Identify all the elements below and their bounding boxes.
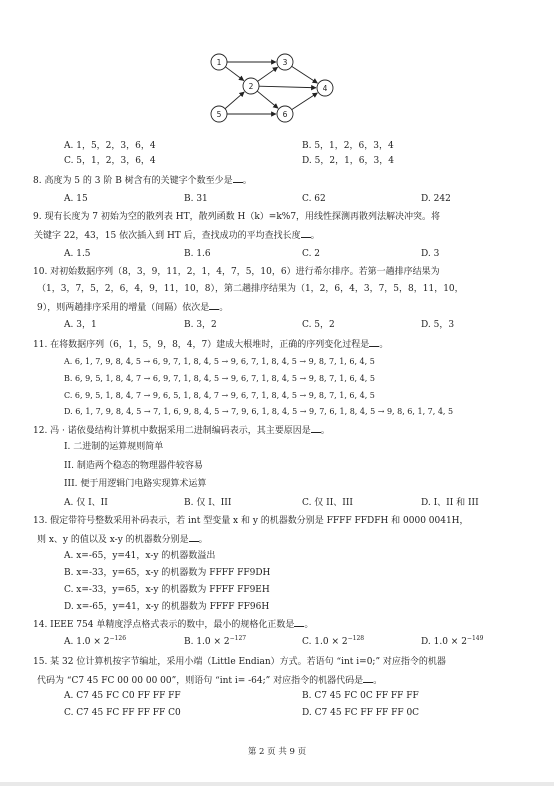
q15-end: 。 bbox=[373, 676, 383, 686]
q13-option-c[interactable]: C. x=-33，y=65，x-y 的机器数为 FFFF FF9EH bbox=[64, 585, 270, 595]
q11-option-b[interactable]: B. 6, 9, 5, 1, 8, 4, 7 → 6, 9, 7, 1, 8, 4, 5 → 9, 6, 7, 1, 8, 4, 5 → 9, 8, 7, 1, 6, 4, 5 bbox=[64, 374, 375, 383]
q11-option-c[interactable]: C. 6, 9, 5, 1, 8, 4, 7 → 9, 6, 5, 1, 8, 4, 7 → 9, 6, 7, 1, 8, 4, 5 → 9, 8, 7, 1, 6, 4, 5 bbox=[64, 391, 375, 400]
q11-option-a[interactable]: A. 6, 1, 7, 9, 8, 4, 5 → 6, 9, 7, 1, 8, 4, 5 → 9, 6, 7, 1, 8, 4, 5 → 9, 8, 7, 1, 6, 4, 5 bbox=[64, 357, 375, 366]
q15-option-c[interactable]: C. C7 45 FC FF FF FF C0 bbox=[64, 708, 181, 718]
q10-option-d[interactable]: D. 5，3 bbox=[421, 320, 455, 330]
q8-option-c[interactable]: C. 62 bbox=[302, 194, 326, 204]
graph-edge-5-2 bbox=[225, 92, 244, 109]
q14-option-d-exponent: −149 bbox=[466, 635, 484, 642]
q8-end: 。 bbox=[242, 176, 252, 186]
graph-node-label-4: 4 bbox=[322, 83, 328, 93]
question-10 bbox=[33, 266, 526, 315]
q15-line-2: 代码为 “C7 45 FC 00 00 00 00”，则语句 “int i= -64;” 对应指令的机器代码是 bbox=[37, 676, 364, 686]
q8-option-b[interactable]: B. 31 bbox=[184, 194, 208, 204]
q15-option-d[interactable]: D. C7 45 FC FF FF FF 0C bbox=[302, 708, 420, 718]
q12-end: 。 bbox=[320, 426, 330, 436]
q14-option-a-exponent: −126 bbox=[109, 635, 127, 642]
q13-end: 。 bbox=[198, 535, 208, 545]
question-14 bbox=[33, 617, 526, 632]
q9-line-2: 关键字 22，43，15 依次插入到 HT 后，查找成功的平均查找长度 bbox=[34, 231, 301, 241]
answer-blank bbox=[189, 532, 199, 542]
q12-item-2: II. 制造两个稳态的物理器件较容易 bbox=[64, 461, 203, 471]
q13-line-2: 则 x、y 的值以及 x-y 的机器数分别是 bbox=[37, 535, 189, 545]
q12-item-1: I. 二进制的运算规则简单 bbox=[64, 442, 164, 452]
q14-option-c[interactable] bbox=[302, 636, 364, 649]
q15-option-a[interactable]: A. C7 45 FC C0 FF FF FF bbox=[64, 691, 181, 701]
answer-blank bbox=[233, 173, 243, 183]
q12-option-d[interactable]: D. I、II 和 III bbox=[421, 498, 479, 508]
question-12 bbox=[33, 423, 526, 438]
question-8 bbox=[33, 173, 526, 188]
answer-blank bbox=[369, 337, 379, 347]
graph-node-label-1: 1 bbox=[216, 57, 222, 67]
answer-blank bbox=[209, 300, 219, 310]
answer-blank bbox=[311, 423, 321, 433]
q9-option-c[interactable]: C. 2 bbox=[302, 249, 321, 259]
q10-line-2: （1，3，7，5，2，6，4，9，11，10，8），第二趟排序结果为（1，2，6，4，3，7，5，8，11，10， bbox=[37, 284, 464, 294]
question-11 bbox=[33, 337, 526, 352]
q9-line-1: 9. 现有长度为 7 初始为空的散列表 HT，散列函数 H（k）=k%7，用线性探测再散列法解决冲突。将 bbox=[33, 212, 441, 222]
q12-option-a[interactable]: A. 仅 I、II bbox=[64, 498, 108, 508]
q13-option-a[interactable]: A. x=-65，y=41，x-y 的机器数溢出 bbox=[64, 551, 216, 561]
answer-blank bbox=[294, 617, 304, 627]
graph-edge-6-4 bbox=[292, 93, 318, 110]
q11-stem: 11. 在将数据序列（6，1，5，9，8，4，7）建成大根堆时，正确的序列变化过程是 bbox=[33, 340, 370, 350]
q9-option-d[interactable]: D. 3 bbox=[421, 249, 440, 259]
question-9 bbox=[33, 211, 526, 243]
q10-line-1: 10. 对初始数据序列（8，3，9，11，2，1，4，7，5，10，6）进行希尔排序。若第一趟排序结果为 bbox=[33, 267, 440, 277]
q7-option-b[interactable]: B. 5，1，2，6，3，4 bbox=[302, 141, 394, 151]
q14-option-b-base: B. 1.0 × 2 bbox=[184, 637, 230, 647]
q7-option-a[interactable]: A. 1，5，2，3，6，4 bbox=[64, 141, 156, 151]
q10-end: 。 bbox=[219, 303, 229, 313]
graph-edge-2-4 bbox=[259, 86, 316, 88]
q13-line-1: 13. 假定带符号整数采用补码表示，若 int 型变量 x 和 y 的机器数分别是 FFFF FFDFH 和 0000 0041H， bbox=[33, 516, 469, 526]
q14-option-c-exponent: −128 bbox=[347, 635, 365, 642]
q9-end: 。 bbox=[310, 231, 320, 241]
q11-end: 。 bbox=[379, 340, 389, 350]
q8-option-a[interactable]: A. 15 bbox=[64, 194, 88, 204]
question-15 bbox=[33, 656, 526, 688]
graph-node-label-5: 5 bbox=[216, 109, 222, 119]
q8-option-d[interactable]: D. 242 bbox=[421, 194, 451, 204]
graph-edge-3-4 bbox=[292, 66, 318, 83]
q10-option-c[interactable]: C. 5，2 bbox=[302, 320, 335, 330]
q14-end: 。 bbox=[304, 620, 314, 630]
q14-option-b[interactable] bbox=[184, 636, 246, 649]
graph-edge-2-6 bbox=[257, 91, 278, 108]
q15-option-b[interactable]: B. C7 45 FC 0C FF FF FF bbox=[302, 691, 419, 701]
graph-node-label-2: 2 bbox=[248, 81, 254, 91]
question-13 bbox=[33, 515, 526, 547]
graph-edge-1-2 bbox=[225, 67, 243, 81]
q12-option-b[interactable]: B. 仅 I、III bbox=[184, 498, 232, 508]
q14-option-d[interactable] bbox=[421, 636, 483, 649]
directed-graph-figure bbox=[195, 44, 350, 132]
q7-option-d[interactable]: D. 5，2，1，6，3，4 bbox=[302, 156, 394, 166]
q14-stem: 14. IEEE 754 单精度浮点格式表示的数中，最小的规格化正数是 bbox=[33, 620, 295, 630]
q14-option-a-base: A. 1.0 × 2 bbox=[64, 637, 110, 647]
graph-node-label-6: 6 bbox=[282, 109, 288, 119]
q7-option-c[interactable]: C. 5，1，2，3，6，4 bbox=[64, 156, 156, 166]
q14-option-b-exponent: −127 bbox=[229, 635, 247, 642]
graph-node-label-3: 3 bbox=[282, 57, 288, 67]
q9-option-a[interactable]: A. 1.5 bbox=[64, 249, 91, 259]
q10-line-3: 9），则两趟排序采用的增量（间隔）依次是 bbox=[37, 303, 210, 313]
q14-option-d-base: D. 1.0 × 2 bbox=[421, 637, 467, 647]
q11-option-d[interactable]: D. 6, 1, 7, 9, 8, 4, 5 → 7, 1, 6, 9, 8, 4, 5 → 7, 9, 6, 1, 8, 4, 5 → 9, 7, 6, 1, 8, 4, 5 → 9, 8, 6, 1, 7, 4, 5 bbox=[64, 407, 454, 416]
q10-option-a[interactable]: A. 3，1 bbox=[64, 320, 97, 330]
q12-option-c[interactable]: C. 仅 II、III bbox=[302, 498, 353, 508]
answer-blank bbox=[363, 673, 373, 683]
q14-option-c-base: C. 1.0 × 2 bbox=[302, 637, 348, 647]
q12-item-3: III. 便于用逻辑门电路实现算术运算 bbox=[64, 479, 207, 489]
page-footer: 第 2 页 共 9 页 bbox=[247, 747, 307, 757]
q9-option-b[interactable]: B. 1.6 bbox=[184, 249, 211, 259]
graph-edge-2-3 bbox=[258, 67, 278, 81]
q14-option-a[interactable] bbox=[64, 636, 126, 649]
q10-option-b[interactable]: B. 3，2 bbox=[184, 320, 217, 330]
q13-option-b[interactable]: B. x=-33，y=65，x-y 的机器数为 FFFF FF9DH bbox=[64, 568, 271, 578]
answer-blank bbox=[301, 228, 311, 238]
q8-stem: 8. 高度为 5 的 3 阶 B 树含有的关键字个数至少是 bbox=[33, 176, 233, 186]
q15-line-1: 15. 某 32 位计算机按字节编址，采用小端（Little Endian）方式。若语句 “int i=0;” 对应指令的机器 bbox=[33, 657, 446, 667]
q13-option-d[interactable]: D. x=-65，y=41，x-y 的机器数为 FFFF FF96H bbox=[64, 602, 270, 612]
q12-stem: 12. 冯 · 诺依曼结构计算机中数据采用二进制编码表示，其主要原因是 bbox=[33, 426, 311, 436]
